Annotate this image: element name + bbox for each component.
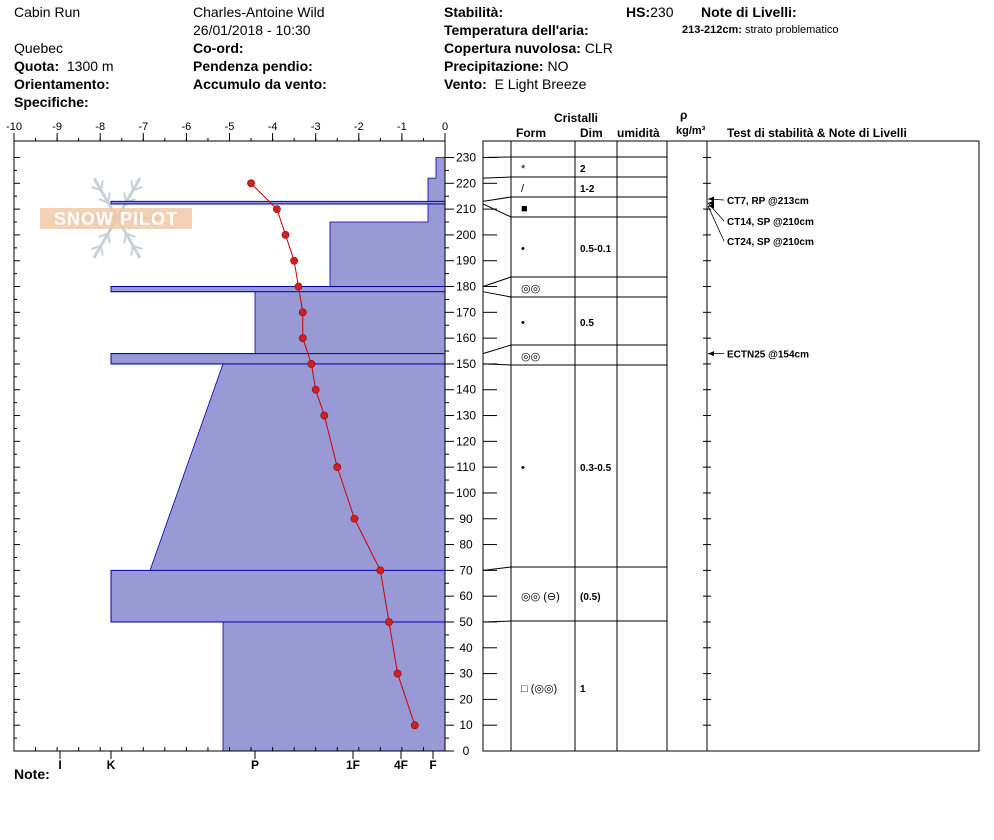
hardness-thin-layer (111, 354, 445, 364)
test-connector (708, 206, 724, 241)
form-header: Form (516, 126, 546, 140)
layer-connector (483, 345, 511, 354)
wind-value: E Light Breeze (494, 76, 587, 92)
hardness-thin-layer (111, 570, 445, 622)
layer-form-symbol: ◎◎ (521, 351, 541, 363)
specifics-label: Specifiche: (14, 94, 89, 110)
location-name: Cabin Run (14, 4, 81, 20)
temperature-point (247, 180, 254, 187)
layer-size-value: 0.3-0.5 (580, 463, 612, 474)
layer-connector (483, 177, 511, 178)
height-tick-label: 120 (455, 434, 477, 449)
slope-label: Pendenza pendio: (193, 58, 313, 74)
test-arrow (708, 197, 714, 202)
precip-label: Precipitazione: (444, 58, 544, 74)
logo-flake-branch (108, 234, 110, 244)
layer-connector (483, 197, 511, 201)
stability-test-label: CT7, RP @213cm (727, 196, 809, 207)
hardness-tick-label: F (429, 758, 437, 772)
temperature-point (312, 386, 319, 393)
moisture-header: umidità (617, 126, 660, 140)
logo-flake-branch (131, 180, 133, 190)
layer-connector (483, 364, 511, 365)
height-tick-label: 180 (455, 279, 477, 294)
layer-note-range: 213-212cm: (682, 24, 742, 36)
layer-form-symbol: • (521, 243, 525, 255)
notes-label: Note: (14, 766, 50, 782)
height-tick-label: 0 (462, 744, 470, 758)
hardness-tick-label: 4F (393, 758, 409, 772)
density-symbol: ρ (680, 108, 688, 122)
hardness-thin-layer (111, 201, 445, 204)
temp-tick-label: -8 (95, 121, 106, 133)
layer-form-symbol: ◎◎ (521, 283, 541, 295)
layer-size-value: (0.5) (580, 592, 601, 603)
temperature-point (385, 618, 392, 625)
temperature-point (308, 360, 315, 367)
temperature-point (351, 515, 358, 522)
temp-tick-label: -9 (52, 121, 62, 133)
layer-connector (483, 277, 511, 287)
temp-tick-label: -2 (353, 121, 364, 133)
height-tick-label: 220 (455, 176, 477, 191)
density-unit: kg/m³ (676, 125, 706, 137)
precip-value: NO (547, 58, 569, 74)
height-tick-label: 80 (459, 537, 473, 552)
temperature-point (295, 283, 302, 290)
height-tick-label: 90 (459, 511, 473, 526)
height-tick-label: 210 (455, 202, 477, 217)
height-tick-label: 70 (459, 563, 473, 578)
temperature-point (321, 412, 328, 419)
logo-flake-branch (131, 246, 133, 256)
temperature-point (299, 335, 306, 342)
height-tick-label: 50 (459, 614, 473, 629)
temp-tick-label: -10 (6, 121, 22, 133)
height-tick-label: 160 (455, 331, 477, 346)
stability-test-label: CT24, SP @210cm (727, 237, 814, 248)
hardness-thin-layer (111, 287, 445, 292)
layer-form-symbol: • (521, 317, 525, 329)
height-tick-label: 100 (455, 485, 477, 500)
layer-size-value: 0.5-0.1 (580, 244, 612, 255)
height-tick-label: 110 (456, 460, 476, 475)
layer-form-symbol: * (521, 163, 526, 175)
hardness-tick-label: P (250, 758, 260, 772)
layer-size-value: 1 (580, 684, 586, 695)
layer-form-symbol: □ (◎◎) (521, 683, 558, 695)
table-frame (483, 141, 979, 751)
temperature-point (334, 464, 341, 471)
height-tick-label: 170 (455, 305, 477, 320)
tests-header: Test di stabilità & Note di Livelli (727, 126, 907, 140)
temp-tick-label: -3 (310, 121, 321, 133)
hardness-profile (111, 158, 445, 752)
hardness-tick-label: I (58, 758, 62, 772)
aspect-label: Orientamento: (14, 76, 110, 92)
layer-form-symbol: ◎◎ (⊖) (521, 591, 560, 603)
layer-size-value: 0.5 (580, 318, 594, 329)
height-tick-label: 60 (459, 589, 473, 604)
logo-flake-branch (108, 193, 110, 203)
crystals-header: Cristalli (554, 111, 599, 125)
temperature-point (282, 231, 289, 238)
temp-tick-label: 0 (441, 121, 449, 133)
temp-tick-label: -1 (397, 121, 407, 133)
observation-datetime: 26/01/2018 - 10:30 (193, 22, 311, 38)
layer-form-symbol: • (521, 462, 525, 474)
layer-connector (483, 621, 511, 622)
air-temp-label: Temperatura dell'aria: (444, 22, 589, 38)
layer-form-symbol: / (521, 183, 525, 195)
height-tick-label: 230 (455, 150, 477, 165)
temp-tick-label: -6 (181, 121, 192, 133)
hs-label: HS: (626, 4, 651, 20)
layer-note-text: strato problematico (745, 24, 839, 36)
layer-form-symbol: ■ (521, 203, 528, 215)
region-name: Quebec (14, 40, 64, 56)
logo-flake-branch (101, 246, 103, 256)
cloud-label: Copertura nuvolosa: (444, 40, 581, 56)
temperature-point (299, 309, 306, 316)
temp-tick-label: -5 (224, 121, 235, 133)
temperature-point (394, 670, 401, 677)
layer-connector (483, 567, 511, 570)
cloud-value: CLR (584, 40, 613, 56)
layer-connector (483, 292, 511, 297)
temperature-point (377, 567, 384, 574)
layer-size-value: 2 (580, 164, 586, 175)
hardness-tick-label: K (106, 758, 116, 772)
size-header: Dim (580, 126, 603, 140)
temperature-point (273, 206, 280, 213)
wind-label: Vento: (444, 76, 487, 92)
height-tick-label: 150 (455, 356, 477, 371)
temperature-point (411, 722, 418, 729)
elevation-label: Quota: (14, 58, 60, 74)
height-tick-label: 190 (455, 253, 477, 268)
height-tick-label: 40 (459, 640, 473, 655)
coord-label: Co-ord: (193, 40, 244, 56)
test-arrow (708, 351, 714, 356)
temp-tick-label: -4 (267, 121, 278, 133)
wind-loading-label: Accumulo da vento: (193, 76, 327, 92)
height-tick-label: 140 (455, 382, 477, 397)
height-tick-label: 30 (459, 666, 473, 681)
layer-notes-label: Note di Livelli: (701, 4, 797, 20)
hs-value: 230 (650, 4, 674, 20)
stability-test-label: CT14, SP @210cm (727, 217, 814, 228)
hardness-tick-label: 1F (345, 758, 361, 772)
observer-name: Charles-Antoine Wild (193, 4, 325, 20)
temp-tick-label: -7 (138, 121, 149, 133)
height-tick-label: 130 (455, 408, 477, 423)
stability-label: Stabilità: (444, 4, 504, 20)
layer-connector (483, 157, 511, 158)
logo-flake-branch (101, 180, 103, 190)
temperature-point (291, 257, 298, 264)
logo-text: SNOW PILOT (54, 209, 178, 229)
height-tick-label: 20 (459, 692, 473, 707)
elevation-value: 1300 m (66, 58, 114, 74)
snow-pilot-logo (40, 178, 192, 258)
logo-flake-branch (124, 234, 126, 244)
stability-test-label: ECTN25 @154cm (727, 349, 810, 361)
height-tick-label: 200 (455, 227, 477, 242)
height-tick-label: 10 (459, 718, 473, 733)
layer-connector (483, 204, 511, 217)
layer-size-value: 1-2 (580, 184, 595, 195)
